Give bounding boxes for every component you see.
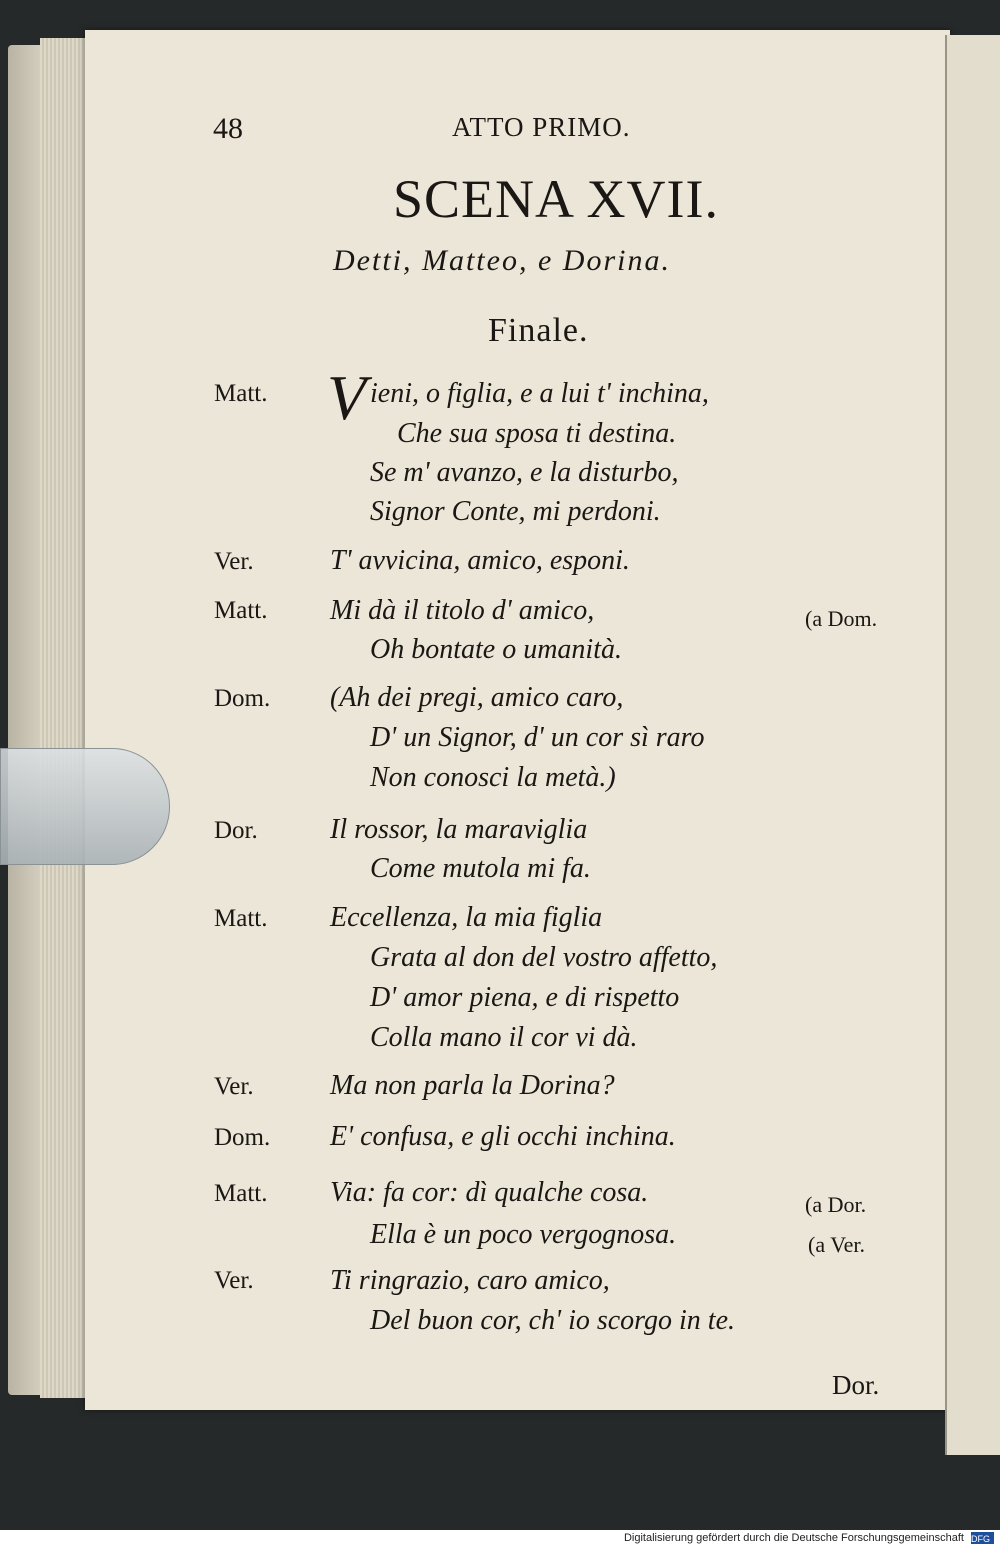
catchword: Dor.	[832, 1370, 880, 1400]
verse-line: Il rossor, la maraviglia	[330, 814, 588, 845]
verse-line: Ella è un poco vergognosa.	[370, 1219, 677, 1250]
speaker-label: Dor.	[214, 817, 258, 844]
verse-line: ieni, o figlia, e a lui t' inchina,	[370, 378, 709, 409]
drop-cap: V	[327, 362, 367, 433]
page-number: 48	[213, 112, 243, 145]
verse-line: Come mutola mi fa.	[370, 853, 591, 884]
speaker-label: Dom.	[214, 685, 271, 712]
verse-line: Non conosci la metà.)	[370, 762, 616, 793]
running-head: ATTO PRIMO.	[452, 112, 631, 142]
speaker-label: Matt.	[214, 1180, 268, 1207]
speaker-label: Matt.	[214, 905, 268, 932]
verse-line: Ma non parla la Dorina?	[330, 1070, 615, 1101]
footer-bar	[0, 1530, 1000, 1547]
verse-line: Se m' avanzo, e la disturbo,	[370, 457, 679, 488]
verse-line: Signor Conte, mi perdoni.	[370, 496, 661, 527]
verse-line: T' avvicina, amico, esponi.	[330, 545, 630, 576]
dfg-logo-icon: DFG	[971, 1532, 994, 1544]
verse-line: (Ah dei pregi, amico caro,	[330, 682, 624, 713]
verse-line: D' un Signor, d' un cor sì raro	[370, 722, 705, 753]
stage-direction: (a Dor.	[805, 1192, 867, 1217]
page-clip	[0, 748, 170, 865]
verse-line: Del buon cor, ch' io scorgo in te.	[370, 1305, 736, 1336]
speaker-label: Matt.	[214, 597, 268, 624]
verse-line: Ti ringrazio, caro amico,	[330, 1265, 610, 1296]
section-title: Finale.	[488, 312, 589, 349]
speaker-label: Matt.	[214, 380, 268, 407]
verse-line: Via: fa cor: dì qualche cosa.	[330, 1177, 649, 1208]
facing-page-edge	[945, 35, 1000, 1455]
footer-text: Digitalisierung gefördert durch die Deutsche Forschungsgemeinschaft	[623, 1532, 964, 1544]
verse-line: Colla mano il cor vi dà.	[370, 1022, 638, 1053]
speaker-label: Ver.	[214, 548, 254, 575]
speaker-label: Dom.	[214, 1124, 271, 1151]
speaker-label: Ver.	[214, 1073, 254, 1100]
verse-line: Grata al don del vostro affetto,	[370, 942, 718, 973]
verse-line: E' confusa, e gli occhi inchina.	[330, 1121, 676, 1152]
verse-line: Mi dà il titolo d' amico,	[330, 595, 595, 626]
stage-direction: (a Ver.	[808, 1232, 866, 1257]
verse-line: Eccellenza, la mia figlia	[330, 902, 603, 933]
persons-line: Detti, Matteo, e Dorina.	[333, 244, 671, 277]
verse-line: Oh bontate o umanità.	[370, 634, 622, 665]
stage-direction: (a Dom.	[805, 606, 878, 631]
scene-title: SCENA XVII.	[393, 169, 720, 229]
verse-line: D' amor piena, e di rispetto	[370, 982, 680, 1013]
speaker-label: Ver.	[214, 1267, 254, 1294]
verse-line: Che sua sposa ti destina.	[397, 418, 677, 449]
